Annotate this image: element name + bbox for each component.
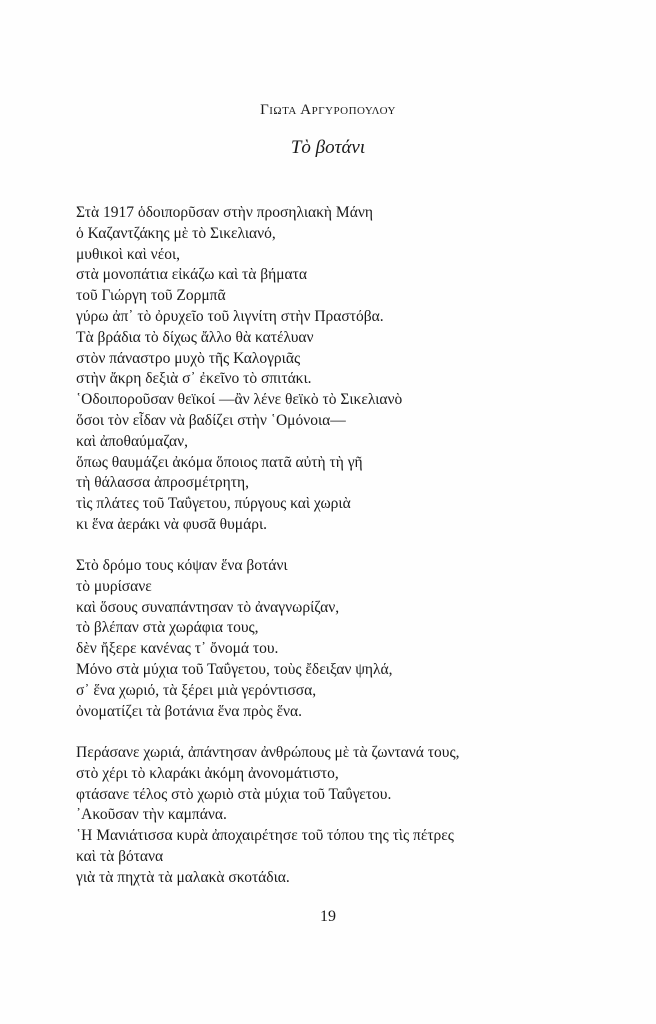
poem-line: Στὰ 1917 ὁδοιπορῦσαν στὴν προσηλιακὴ Μάνη [76,204,373,221]
poem-line: σ᾽ ἕνα χωριό, τὰ ξέρει μιὰ γερόντισσα, [76,681,317,699]
poem-line: στὸν πάναστρο μυχὸ τῆς Καλογριᾶς [76,349,301,367]
poem-line: δὲν ἤξερε κανένας τ᾽ ὄνομά του. [76,640,279,658]
poem-line: Μόνο στὰ μύχια τοῦ Ταΰγετου, τοὺς ἔδειξαν ψηλά, [76,660,393,678]
poem-line: μυθικοὶ καὶ νέοι, [76,245,180,263]
poem-line: καὶ ὅσους συναπάντησαν τὸ ἀναγνωρίζαν, [76,598,340,616]
poem-line: στὴν ἄκρη δεξιὰ σ᾽ ἐκεῖνο τὸ σπιτάκι. [76,370,312,388]
poem-line: κι ἕνα ἀεράκι νὰ φυσᾶ θυμάρι. [76,515,267,533]
poem-line: τὸ μυρίσανε [76,577,152,595]
poem-line: τοῦ Γιώργη τοῦ Ζορμπᾶ [76,287,226,305]
poem-line: ὁ Καζαντζάκης μὲ τὸ Σικελιανό, [76,224,276,242]
poem-line: τὴ θάλασσα ἀπροσμέτρητη, [76,474,249,492]
poem-line: φτάσανε τέλος στὸ χωριὸ στὰ μύχια τοῦ Ταΰγετου. [76,785,392,803]
poem-line: Τὰ βράδια τὸ δίχως ἄλλο θὰ κατέλυαν [76,328,314,346]
poem-line: ὅπως θαυμάζει ἀκόμα ὅποιος πατᾶ αὐτὴ τὴ γῆ [76,453,363,471]
poem-line: γύρω ἀπ᾽ τὸ ὀρυχεῖο τοῦ λιγνίτη στὴν Πραστόβα. [76,307,384,325]
poem-line: ᾽Ακοῦσαν τὴν καμπάνα. [76,806,227,824]
poem-line: ῾Οδοιποροῦσαν θεϊκοί —ἂν λένε θεϊκὸ τὸ Σικελιανὸ [76,391,403,409]
poem-line: τὸ βλέπαν στὰ χωράφια τους, [76,619,259,637]
page-number: 19 [320,908,336,925]
poem-line: τὶς πλάτες τοῦ Ταΰγετου, πύργους καὶ χωριὰ [76,495,351,513]
poem-line: καὶ τὰ βότανα [76,847,164,865]
poem-line: Περάσανε χωριά, ἀπάντησαν ἀνθρώπους μὲ τὰ ζωντανά τους, [76,744,460,761]
poem-line: Στὸ δρόμο τους κόψαν ἕνα βοτάνι [76,557,288,574]
poem-title: Τὸ βοτάνι [290,137,366,158]
poem-line: γιὰ τὰ πηχτὰ τὰ μαλακὰ σκοτάδια. [76,868,290,886]
poem-line: ὀνοματίζει τὰ βοτάνια ἕνα πρὸς ἕνα. [76,702,303,720]
poem-line: καὶ ἀποθαύμαζαν, [76,432,189,450]
stanza-3 [76,743,459,889]
poem-line: ῾Η Μανιάτισσα κυρὰ ἀποχαιρέτησε τοῦ τόπου της τὶς πέτρες [76,827,454,845]
poem-line: ὅσοι τὸν εἶδαν νὰ βαδίζει στὴν ῾Ομόνοια— [76,411,346,429]
poem-line: στὰ μονοπάτια εἰκάζω καὶ τὰ βήματα [76,266,307,284]
stanza-2 [76,556,393,722]
poem-line: στὸ χέρι τὸ κλαράκι ἀκόμη ἀνονομάτιστο, [76,764,339,782]
stanza-1 [76,203,402,536]
poem-author: Γιωτα Αργυροπουλου [260,102,396,118]
